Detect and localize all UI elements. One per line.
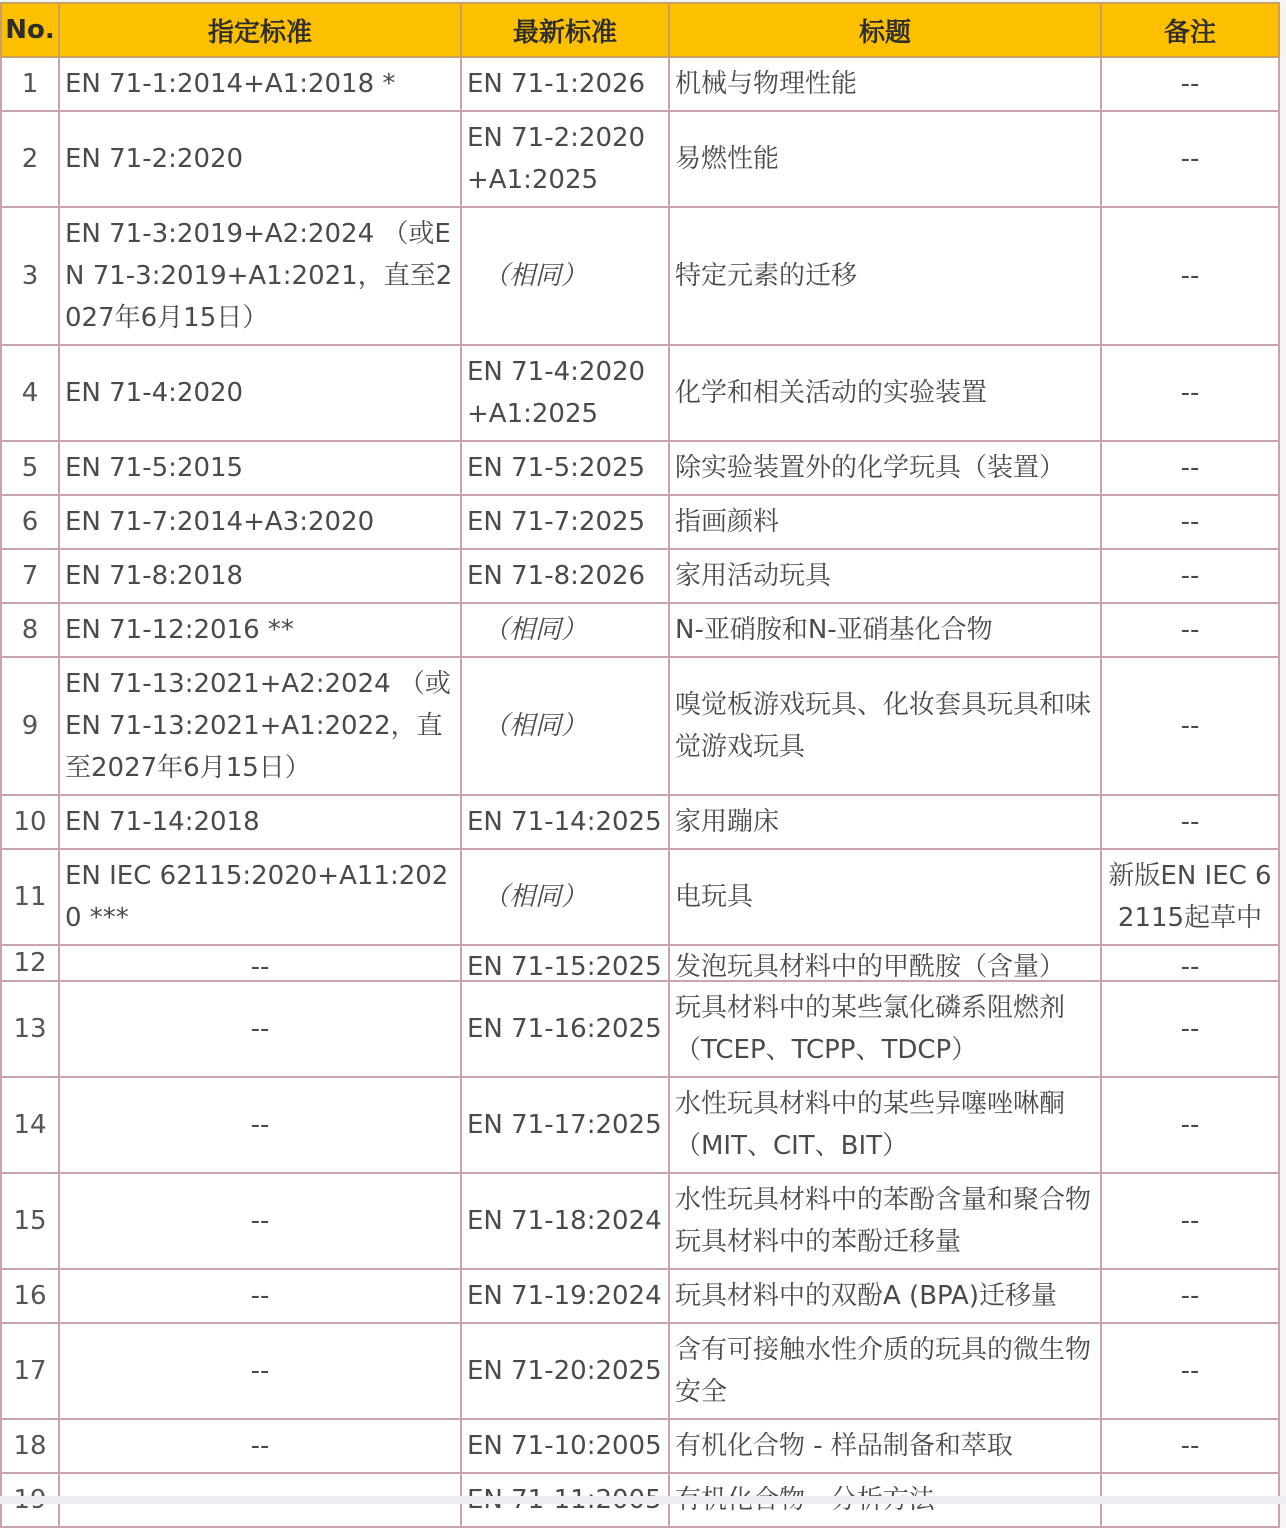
latest-standard-cell xyxy=(461,849,669,945)
designated-standard-cell: EN IEC 62115:2020+A11:2020 *** xyxy=(59,849,461,945)
page-bottom-strip xyxy=(0,1496,1286,1504)
table-row xyxy=(1,603,1279,657)
table-row xyxy=(1,1077,1279,1173)
table-row xyxy=(1,1269,1279,1323)
title-cell: 含有可接触水性介质的玩具的微生物安全 xyxy=(669,1323,1101,1419)
table-row xyxy=(1,849,1279,945)
title-cell: 电玩具 xyxy=(669,849,1101,945)
designated-standard-cell: EN 71-7:2014+A3:2020 xyxy=(59,495,461,549)
latest-standard-cell: EN 71-4:2020+A1:2025 xyxy=(461,345,669,441)
row-number: 3 xyxy=(1,207,59,345)
designated-standard-cell: -- xyxy=(59,1323,461,1419)
table-row xyxy=(1,549,1279,603)
remark-cell: -- xyxy=(1101,549,1279,603)
latest-standard-cell: EN 71-8:2026 xyxy=(461,549,669,603)
table-row xyxy=(1,1419,1279,1473)
remark-cell: -- xyxy=(1101,441,1279,495)
designated-standard-cell: -- xyxy=(59,1077,461,1173)
table-row xyxy=(1,207,1279,345)
latest-standard-cell: EN 71-14:2025 xyxy=(461,795,669,849)
title-cell: 指画颜料 xyxy=(669,495,1101,549)
latest-standard-cell: EN 71-5:2025 xyxy=(461,441,669,495)
header-latest-standard: 最新标准 xyxy=(461,3,669,57)
row-number: 10 xyxy=(1,795,59,849)
header-designated-standard: 指定标准 xyxy=(59,3,461,57)
title-cell: 嗅觉板游戏玩具、化妆套具玩具和味觉游戏玩具 xyxy=(669,657,1101,795)
latest-standard-cell: EN 71-19:2024 xyxy=(461,1269,669,1323)
table-row xyxy=(1,1323,1279,1419)
row-number: 17 xyxy=(1,1323,59,1419)
title-cell: 家用蹦床 xyxy=(669,795,1101,849)
title-cell: 有机化合物 - 样品制备和萃取 xyxy=(669,1419,1101,1473)
title-cell: 化学和相关活动的实验装置 xyxy=(669,345,1101,441)
latest-standard-cell: EN 71-15:2025 xyxy=(461,945,669,981)
same-as-designated-note: （相同） xyxy=(483,261,588,291)
remark-cell: -- xyxy=(1101,657,1279,795)
latest-standard-cell: EN 71-2:2020+A1:2025 xyxy=(461,111,669,207)
same-as-designated-note: （相同） xyxy=(483,882,588,912)
table-row xyxy=(1,981,1279,1077)
table-row xyxy=(1,795,1279,849)
table-row xyxy=(1,111,1279,207)
designated-standard-cell: EN 71-1:2014+A1:2018 * xyxy=(59,57,461,111)
remark-cell: -- xyxy=(1101,981,1279,1077)
latest-standard-cell xyxy=(461,603,669,657)
row-number: 14 xyxy=(1,1077,59,1173)
designated-standard-cell: -- xyxy=(59,1419,461,1473)
standards-table xyxy=(0,2,1280,1528)
title-cell: 家用活动玩具 xyxy=(669,549,1101,603)
latest-standard-cell: EN 71-18:2024 xyxy=(461,1173,669,1269)
remark-cell: -- xyxy=(1101,207,1279,345)
designated-standard-cell: -- xyxy=(59,1269,461,1323)
title-cell: 玩具材料中的某些氯化磷系阻燃剂（TCEP、TCPP、TDCP） xyxy=(669,981,1101,1077)
designated-standard-cell: EN 71-4:2020 xyxy=(59,345,461,441)
remark-cell: -- xyxy=(1101,945,1279,981)
row-number: 9 xyxy=(1,657,59,795)
row-number: 11 xyxy=(1,849,59,945)
latest-standard-cell: EN 71-1:2026 xyxy=(461,57,669,111)
latest-standard-cell: EN 71-17:2025 xyxy=(461,1077,669,1173)
title-cell: 机械与物理性能 xyxy=(669,57,1101,111)
remark-cell: -- xyxy=(1101,795,1279,849)
designated-standard-cell: EN 71-8:2018 xyxy=(59,549,461,603)
remark-cell: -- xyxy=(1101,1173,1279,1269)
title-cell: 特定元素的迁移 xyxy=(669,207,1101,345)
row-number: 6 xyxy=(1,495,59,549)
remark-cell: -- xyxy=(1101,1269,1279,1323)
designated-standard-cell: EN 71-14:2018 xyxy=(59,795,461,849)
title-cell: 玩具材料中的双酚A (BPA)迁移量 xyxy=(669,1269,1101,1323)
row-number: 13 xyxy=(1,981,59,1077)
table-row xyxy=(1,1173,1279,1269)
title-cell: 发泡玩具材料中的甲酰胺（含量） xyxy=(669,945,1101,981)
remark-cell: -- xyxy=(1101,603,1279,657)
remark-cell: 新版EN IEC 62115起草中 xyxy=(1101,849,1279,945)
row-number: 5 xyxy=(1,441,59,495)
same-as-designated-note: （相同） xyxy=(483,711,588,741)
table-row xyxy=(1,495,1279,549)
row-number: 1 xyxy=(1,57,59,111)
remark-cell: -- xyxy=(1101,1419,1279,1473)
latest-standard-cell: EN 71-10:2005 xyxy=(461,1419,669,1473)
remark-cell: -- xyxy=(1101,111,1279,207)
designated-standard-cell: EN 71-5:2015 xyxy=(59,441,461,495)
header-title: 标题 xyxy=(669,3,1101,57)
table-row xyxy=(1,945,1279,981)
title-cell: 水性玩具材料中的某些异噻唑啉酮（MIT、CIT、BIT） xyxy=(669,1077,1101,1173)
latest-standard-cell: EN 71-16:2025 xyxy=(461,981,669,1077)
remark-cell: -- xyxy=(1101,57,1279,111)
designated-standard-cell: -- xyxy=(59,981,461,1077)
row-number: 12 xyxy=(1,945,59,981)
remark-cell: -- xyxy=(1101,345,1279,441)
table-row xyxy=(1,57,1279,111)
title-cell: 易燃性能 xyxy=(669,111,1101,207)
latest-standard-cell: EN 71-20:2025 xyxy=(461,1323,669,1419)
row-number: 2 xyxy=(1,111,59,207)
row-number: 16 xyxy=(1,1269,59,1323)
row-number: 8 xyxy=(1,603,59,657)
same-as-designated-note: （相同） xyxy=(483,615,588,645)
remark-cell: -- xyxy=(1101,495,1279,549)
designated-standard-cell: EN 71-3:2019+A2:2024 （或EN 71-3:2019+A1:2021，直至2027年6月15日） xyxy=(59,207,461,345)
row-number: 15 xyxy=(1,1173,59,1269)
title-cell: 水性玩具材料中的苯酚含量和聚合物玩具材料中的苯酚迁移量 xyxy=(669,1173,1101,1269)
header-no: No. xyxy=(1,3,59,57)
designated-standard-cell: EN 71-12:2016 ** xyxy=(59,603,461,657)
row-number: 4 xyxy=(1,345,59,441)
latest-standard-cell xyxy=(461,657,669,795)
designated-standard-cell: -- xyxy=(59,1173,461,1269)
remark-cell: -- xyxy=(1101,1077,1279,1173)
latest-standard-cell xyxy=(461,207,669,345)
table-header-row xyxy=(1,3,1279,57)
title-cell: 除实验装置外的化学玩具（装置） xyxy=(669,441,1101,495)
designated-standard-cell: -- xyxy=(59,945,461,981)
row-number: 18 xyxy=(1,1419,59,1473)
header-remark: 备注 xyxy=(1101,3,1279,57)
row-number: 7 xyxy=(1,549,59,603)
table-row xyxy=(1,345,1279,441)
table-row xyxy=(1,657,1279,795)
designated-standard-cell: EN 71-2:2020 xyxy=(59,111,461,207)
table-row xyxy=(1,441,1279,495)
latest-standard-cell: EN 71-7:2025 xyxy=(461,495,669,549)
remark-cell: -- xyxy=(1101,1323,1279,1419)
designated-standard-cell: EN 71-13:2021+A2:2024 （或EN 71-13:2021+A1:2022，直至2027年6月15日） xyxy=(59,657,461,795)
title-cell: N-亚硝胺和N-亚硝基化合物 xyxy=(669,603,1101,657)
